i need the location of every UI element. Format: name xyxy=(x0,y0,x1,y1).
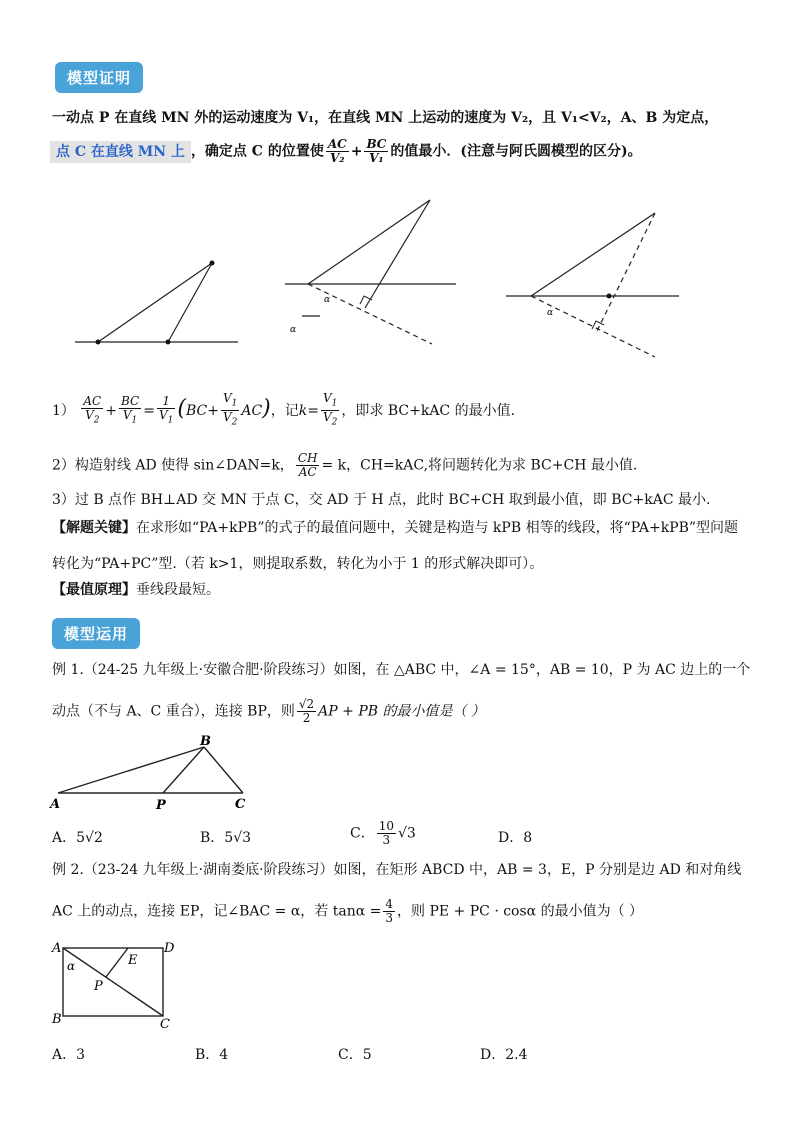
fraction-ac-v2: $\frac{AC}{\text{V₂}}$ xyxy=(327,137,347,165)
label-b: B xyxy=(200,734,211,749)
key-point-2: 转化为“PA+PC”型.（若 k>1，则提取系数，转化为小于 1 的形式解决即可）。 xyxy=(52,556,544,572)
example-2-line-2 xyxy=(52,898,643,925)
fraction-4-3: $\frac{4}{3}$ xyxy=(385,897,394,925)
figure-example-2 xyxy=(48,938,188,1033)
label-b-2: B xyxy=(52,1012,62,1027)
example-1-line-2 xyxy=(52,698,485,725)
example-2-text: AC 上的动点，连接 EP，记∠BAC = α，若 tanα = xyxy=(52,903,382,920)
label-e: E xyxy=(128,953,138,968)
alpha-label-2: α xyxy=(290,325,297,335)
label-p: P xyxy=(156,798,166,812)
alpha-label: α xyxy=(324,295,331,305)
example-1-line-1: 例 1.（24-25 九年级上·安徽合肥·阶段练习）如图，在 △ABC 中，∠A = 15°，AB = 10，P 为 AC 边上的一个 xyxy=(52,662,751,678)
example-2-option-a: A．3 xyxy=(52,1047,86,1063)
step-1: 1） $\frac{AC}{V_2}$ + $\frac{BC}{V_1}$ = $\frac{1}{V_1}$ (BC+ $\frac{V_1}{V_2}$ AC)，记k= $\frac{V_1}{V_2}$ ，即求 BC+kAC 的最小值. xyxy=(52,391,516,428)
intro-text-end: 的值最小．(注意与阿氏圆模型的区分)。 xyxy=(390,143,642,160)
section-tag-model-proof: 模型证明 xyxy=(55,62,143,93)
intro-text: ，确定点 C 的位置使 xyxy=(190,143,324,160)
example-2-option-b: B．4 xyxy=(195,1047,229,1063)
figure-example-1 xyxy=(48,732,258,812)
fraction-sqrt2-2: $\frac{√2}{2}$ xyxy=(298,697,315,725)
fraction-bc-v1: $\frac{BC}{\text{V₁}}$ xyxy=(366,137,387,165)
label-c-2: C xyxy=(160,1017,170,1032)
intro-line-2 xyxy=(50,138,642,165)
plus-sign: + xyxy=(350,143,363,160)
highlight-text: 点 C 在直线 MN 上 xyxy=(50,141,191,163)
label-a: A xyxy=(50,797,61,812)
example-2-option-d: D．2.4 xyxy=(480,1047,528,1063)
label-p-2: P xyxy=(94,979,103,994)
step-1-tail: ，即求 BC+kAC 的最小值. xyxy=(341,402,516,419)
label-a-2: A xyxy=(52,941,62,956)
step-1-prefix: 1） xyxy=(52,402,75,419)
key-label: 【解题关键】 xyxy=(52,520,136,536)
principle-label: 【最值原理】 xyxy=(52,582,136,598)
example-1-option-c: C． $\frac{10}{3}$ √3 xyxy=(350,819,416,847)
step-3: 3）过 B 点作 BH⊥AD 交 MN 于点 C，交 AD 于 H 点，此时 BC+CH 取到最小值，即 BC+kAC 最小. xyxy=(52,492,711,508)
example-2-option-c: C．5 xyxy=(338,1047,372,1063)
example-2-line-1: 例 2.（23-24 九年级上·湖南娄底·阶段练习）如图，在矩形 ABCD 中，AB = 3，E，P 分别是边 AD 和对角线 xyxy=(52,862,742,878)
figure-construction-3 xyxy=(503,205,683,360)
alpha-label-3: α xyxy=(547,308,554,318)
principle-text: 垂线段最短。 xyxy=(136,582,220,598)
key-point xyxy=(52,518,738,538)
figure-construction-2 xyxy=(280,192,460,352)
step-2 xyxy=(52,452,637,479)
example-1-option-d: D．8 xyxy=(498,830,533,846)
step-2-text: 2）构造射线 AD 使得 sin∠DAN=k， xyxy=(52,457,294,474)
example-2-text-end: ，则 PE + PC · cosα 的最小值为（ ） xyxy=(397,903,644,920)
example-1-option-b: B．5√3 xyxy=(200,830,252,846)
figure-triangle-1 xyxy=(70,250,240,350)
example-1-option-a: A．5√2 xyxy=(52,830,103,846)
example-1-text: 动点（不与 A、C 重合），连接 BP，则 xyxy=(52,703,295,720)
label-d: D xyxy=(164,941,175,956)
step-2-tail: = k，CH=kAC,将问题转化为求 BC+CH 最小值. xyxy=(321,457,638,474)
key-text: 在求形如“PA+kPB”的式子的最值问题中，关键是构造与 kPB 相等的线段，将“PA+kPB”型问题 xyxy=(136,520,739,536)
intro-line-1: 一动点 P 在直线 MN 外的运动速度为 V₁，在直线 MN 上运动的速度为 V₂，且 V₁<V₂，A、B 为定点， xyxy=(52,110,719,126)
fraction-ch-ac: $\frac{CH}{AC}$ xyxy=(297,451,318,479)
example-1-text-end: AP + PB 的最小值是（ ） xyxy=(318,703,485,720)
step-1-note: ，记 xyxy=(270,402,299,419)
principle xyxy=(52,580,220,600)
section-tag-model-application: 模型运用 xyxy=(52,618,140,649)
label-alpha: α xyxy=(67,959,76,973)
label-c: C xyxy=(235,797,246,812)
